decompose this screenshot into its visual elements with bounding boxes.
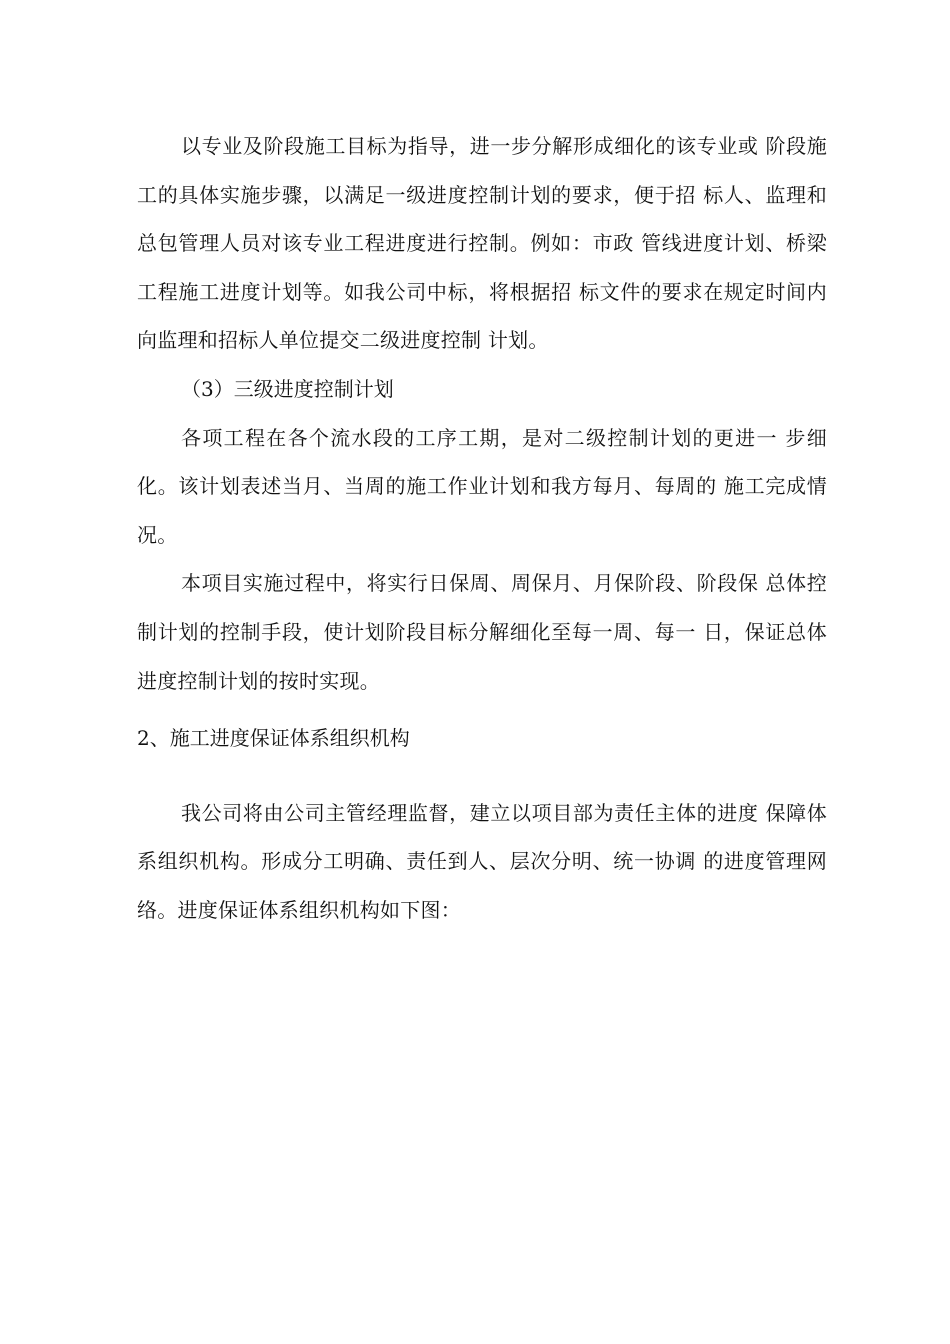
paragraph-level-2-plan: 以专业及阶段施工目标为指导，进一步分解形成细化的该专业或 阶段施工的具体实施步骤，以满足一级进度控制计划的要求，便于招 标人、监理和总包管理人员对该专业工程进度进行控制。例如：市政 管线进度计划、桥梁工程施工进度计划等。如我公司中标，将根据招 标文件的要求在规定时间内向监理和招标人单位提交二级进度控制 计划。 <box>137 134 827 353</box>
paragraph-organization: 我公司将由公司主管经理监督，建立以项目部为责任主体的进度 保障体系组织机构。形成分工明确、责任到人、层次分明、统一协调 的进度管理网络。进度保证体系组织机构如下图： <box>137 800 827 922</box>
heading-spacer <box>137 763 827 789</box>
subheading-level-3-plan: （3）三级进度控制计划 <box>181 376 394 401</box>
section-heading-organization: 2、施工进度保证体系组织机构 <box>137 726 410 751</box>
paragraph-level-3-plan: 各项工程在各个流水段的工序工期，是对二级控制计划的更进一 步细化。该计划表述当月、当周的施工作业计划和我方每月、每周的 施工完成情况。 <box>137 425 827 547</box>
paragraph-control-means: 本项目实施过程中，将实行日保周、周保月、月保阶段、阶段保 总体控制计划的控制手段，使计划阶段目标分解细化至每一周、每一 日，保证总体进度控制计划的按时实现。 <box>137 571 827 693</box>
document-body <box>137 122 827 935</box>
